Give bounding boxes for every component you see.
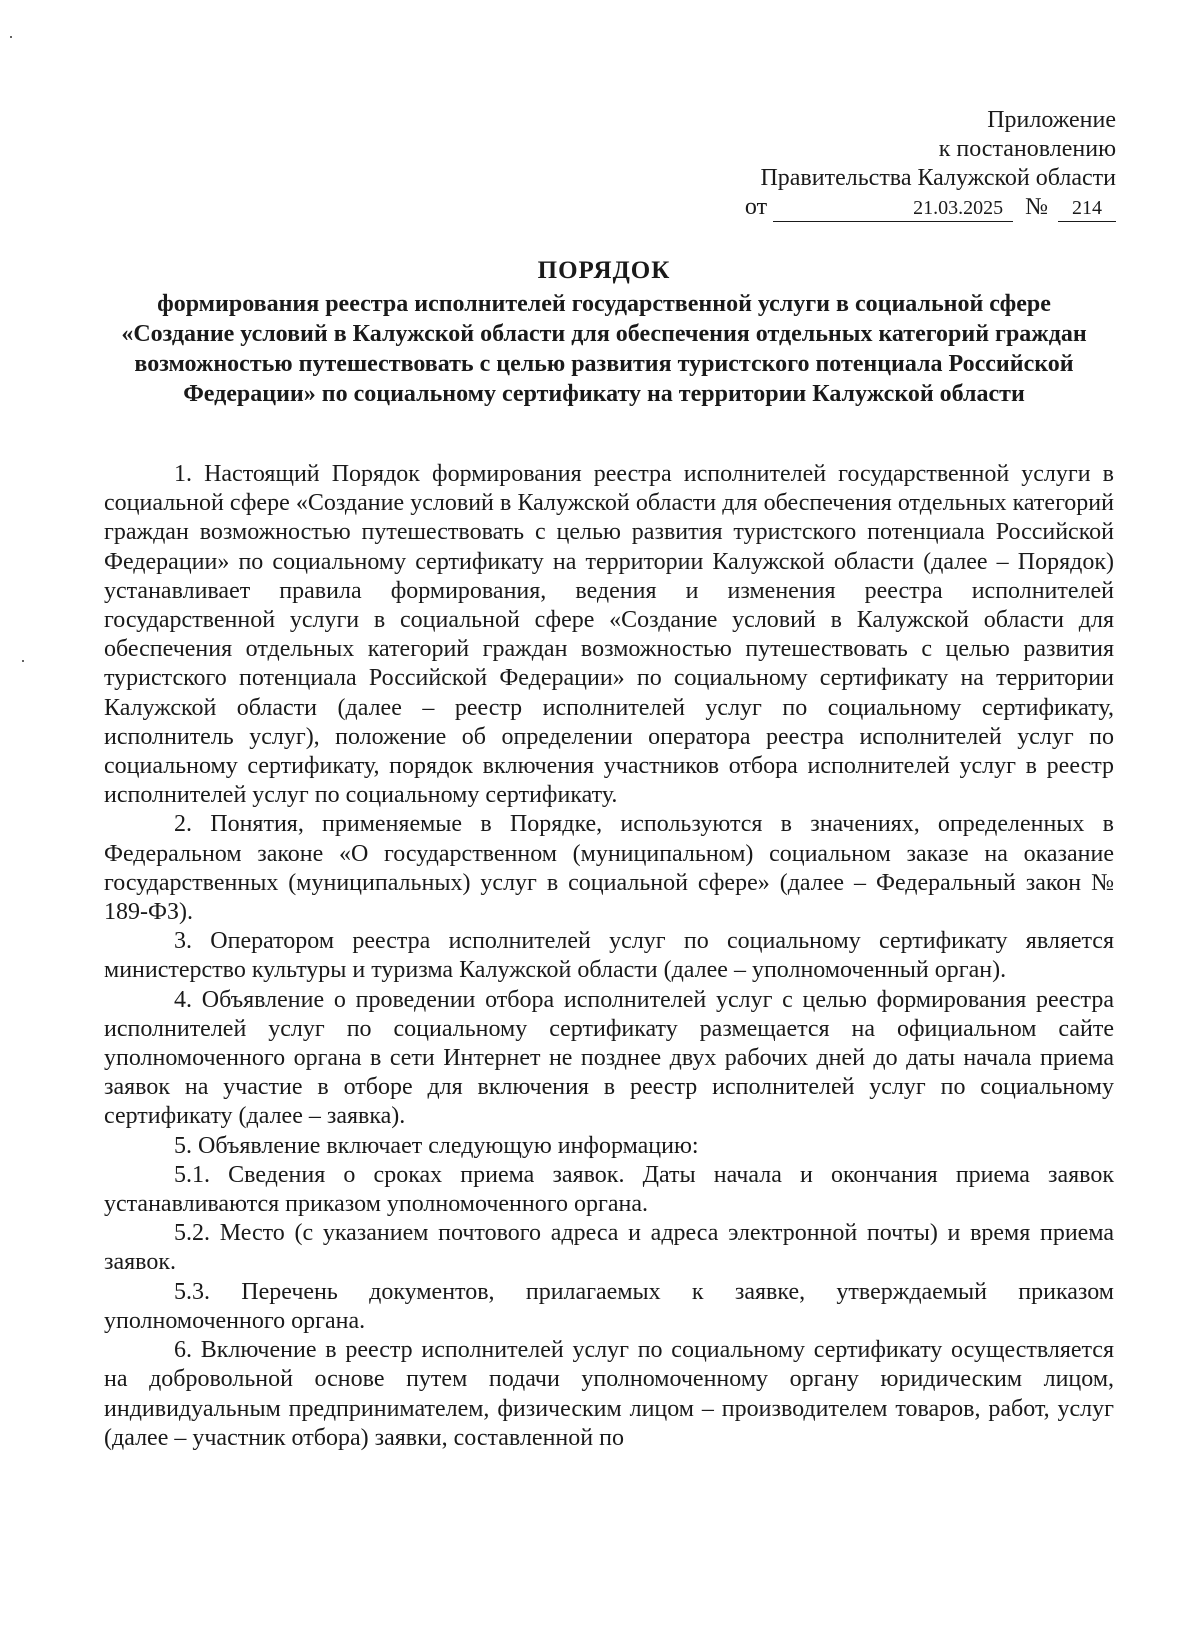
appendix-label: Приложение [987, 107, 1116, 133]
paragraph-5-1: 5.1. Сведения о сроках приема заявок. Даты начала и окончания приема заявок устанавливаются приказом уполномоченного органа. [104, 1161, 1114, 1218]
paragraph-5-2: 5.2. Место (с указанием почтового адреса и адреса электронной почты) и время приема заявок. [104, 1220, 1114, 1276]
paragraph-6: 6. Включение в реестр исполнителей услуг по социальному сертификату осуществляется на добровольной основе путем подачи уполномоченному органу юридическим лицом, индивидуальным предпринимателем, физическим лицом – производителем товаров, работ, услуг (далее – участник отбора) заявки, составленной по [104, 1337, 1114, 1451]
number-label: № [1025, 194, 1048, 220]
appendix-block [745, 106, 1116, 222]
document-subtitle: формирования реестра исполнителей государственной услуги в социальной сфере «Создание условий в Калужской области для обеспечения отдельных категорий граждан возможностью путешествовать с целью развития туристского потенциала Российской Федерации» по социальному сертификату на территории Калужской области [121, 291, 1087, 407]
paragraph-2: 2. Понятия, применяемые в Порядке, используются в значениях, определенных в Федеральном законе «О государственном (муниципальном) социальном заказе на оказание государственных (муниципальных) услуг в социальной сфере» (далее – Федеральный закон № 189-ФЗ). [104, 811, 1114, 926]
document-body [104, 460, 1114, 1453]
paragraph-5: 5. Объявление включает следующую информацию: [174, 1132, 699, 1159]
document-heading [104, 256, 1104, 409]
scan-speck [10, 36, 12, 38]
appendix-date-row [745, 193, 1116, 222]
document-title: ПОРЯДОК [537, 257, 671, 284]
decree-number: 214 [1058, 196, 1116, 222]
paragraph-3: 3. Оператором реестра исполнителей услуг по социальному сертификату является министерство культуры и туризма Калужской области (далее – уполномоченный орган). [104, 928, 1114, 984]
date-prefix: от [744, 194, 768, 220]
appendix-reference: к постановлению [938, 136, 1116, 162]
decree-date: 21.03.2025 [773, 196, 1013, 222]
appendix-issuer: Правительства Калужской области [760, 165, 1116, 191]
paragraph-5-3: 5.3. Перечень документов, прилагаемых к заявке, утверждаемый приказом уполномоченного органа. [104, 1278, 1114, 1334]
paragraph-4: 4. Объявление о проведении отбора исполнителей услуг с целью формирования реестра исполнителей услуг по социальному сертификату размещается на официальном сайте уполномоченного органа в сети Интернет не позднее двух рабочих дней до даты начала приема заявок на участие в отборе для включения в реестр исполнителей услуг по социальному сертификату (далее – заявка). [104, 986, 1114, 1130]
scan-speck [22, 660, 24, 662]
paragraph-1: 1. Настоящий Порядок формирования реестра исполнителей государственной услуги в социальной сфере «Создание условий в Калужской области для обеспечения отдельных категорий граждан возможностью путешествовать с целью развития туристского потенциала Российской Федерации» по социальному сертификату на территории Калужской области (далее – Порядок) устанавливает правила формирования, ведения и изменения реестра исполнителей государственной услуги в социальной сфере «Создание условий в Калужской области для обеспечения отдельных категорий граждан возможностью путешествовать с целью развития туристского потенциала Российской Федерации» по социальному сертификату на территории Калужской области (далее – реестр исполнителей услуг по социальному сертификату, исполнитель услуг), положение об определении оператора реестра исполнителей услуг по социальному сертификату, порядок включения участников отбора исполнителей услуг в реестр исполнителей услуг по социальному сертификату. [104, 461, 1114, 809]
